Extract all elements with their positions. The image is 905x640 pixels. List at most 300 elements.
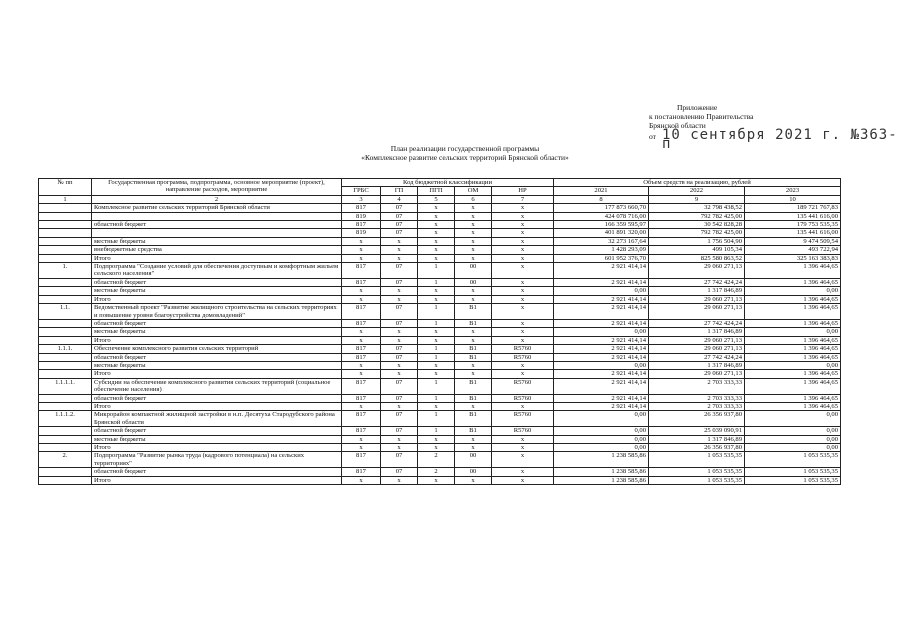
cell-nr: х — [492, 229, 554, 237]
cell-om: В1 — [455, 353, 492, 361]
cell-2021: 0,00 — [554, 435, 649, 443]
cell-2021: 2 921 414,14 — [554, 304, 649, 320]
cell-gp: 07 — [381, 229, 418, 237]
row-name: областной бюджет — [92, 394, 342, 402]
table-row — [39, 361, 841, 369]
cell-gp: 07 — [381, 394, 418, 402]
cell-2022: 2 703 333,33 — [649, 378, 745, 394]
cell-2023: 0,00 — [745, 427, 841, 435]
header-grbs: ГРБС — [342, 187, 381, 195]
cell-pgp: х — [418, 336, 455, 344]
cell-2021: 166 359 595,97 — [554, 221, 649, 229]
table-row — [39, 278, 841, 286]
cell-pgp: 1 — [418, 427, 455, 435]
cell-2021: 2 921 414,14 — [554, 345, 649, 353]
cell-2022: 26 356 937,80 — [649, 411, 745, 427]
cell-2022: 29 060 271,13 — [649, 370, 745, 378]
cell-2022: 1 756 504,90 — [649, 237, 745, 245]
cell-nr: R5760 — [492, 394, 554, 402]
cell-nr: х — [492, 468, 554, 476]
row-number — [39, 295, 92, 303]
colnum-8: 8 — [554, 195, 649, 203]
cell-grbs: 819 — [342, 229, 381, 237]
cell-nr: х — [492, 476, 554, 484]
row-name — [92, 212, 342, 220]
cell-2021: 0,00 — [554, 328, 649, 336]
cell-2021: 0,00 — [554, 444, 649, 452]
cell-2021: 0,00 — [554, 427, 649, 435]
row-number — [39, 444, 92, 452]
plan-table — [38, 178, 841, 485]
cell-2021: 0,00 — [554, 287, 649, 295]
cell-grbs: х — [342, 336, 381, 344]
row-name: местные бюджеты — [92, 435, 342, 443]
header-name: Государственная программа, подпрограмма, основное мероприятие (проект), направление расходов, мероприятие — [92, 179, 342, 196]
table-row — [39, 304, 841, 320]
table-row — [39, 328, 841, 336]
cell-pgp: 2 — [418, 468, 455, 476]
cell-om: х — [455, 444, 492, 452]
table-row — [39, 394, 841, 402]
cell-gp: 07 — [381, 378, 418, 394]
cell-2022: 29 060 271,13 — [649, 304, 745, 320]
colnum-5: 5 — [418, 195, 455, 203]
cell-2021: 401 891 320,00 — [554, 229, 649, 237]
cell-pgp: х — [418, 237, 455, 245]
cell-om: х — [455, 229, 492, 237]
row-number — [39, 328, 92, 336]
table-row — [39, 444, 841, 452]
cell-pgp: х — [418, 212, 455, 220]
row-name: местные бюджеты — [92, 361, 342, 369]
cell-nr: х — [492, 435, 554, 443]
cell-2023: 1 396 464,65 — [745, 402, 841, 410]
annex-region: Брянской области — [649, 120, 706, 130]
cell-2023: 1 053 535,35 — [745, 468, 841, 476]
cell-nr: х — [492, 212, 554, 220]
cell-nr: х — [492, 246, 554, 254]
cell-gp: 07 — [381, 427, 418, 435]
row-number — [39, 468, 92, 476]
cell-pgp: 1 — [418, 353, 455, 361]
cell-pgp: х — [418, 476, 455, 484]
cell-om: В1 — [455, 411, 492, 427]
plan-table-body — [39, 179, 841, 485]
cell-nr: R5760 — [492, 345, 554, 353]
cell-om: 00 — [455, 468, 492, 476]
cell-2022: 1 317 846,89 — [649, 435, 745, 443]
cell-nr: х — [492, 304, 554, 320]
row-number — [39, 361, 92, 369]
cell-2023: 1 396 464,65 — [745, 295, 841, 303]
cell-nr: х — [492, 319, 554, 327]
table-row — [39, 246, 841, 254]
row-number: 1.1.1.2. — [39, 411, 92, 427]
cell-2023: 1 396 464,65 — [745, 336, 841, 344]
cell-2021: 2 921 414,14 — [554, 336, 649, 344]
row-name: Итого — [92, 336, 342, 344]
cell-gp: х — [381, 435, 418, 443]
cell-2023: 1 396 464,65 — [745, 304, 841, 320]
row-name: областной бюджет — [92, 353, 342, 361]
cell-nr: R5760 — [492, 427, 554, 435]
colnum-7: 7 — [492, 195, 554, 203]
header-volume: Объем средств на реализацию, рублей — [554, 179, 841, 187]
table-row — [39, 336, 841, 344]
cell-nr: х — [492, 237, 554, 245]
cell-grbs: 817 — [342, 221, 381, 229]
cell-nr: х — [492, 402, 554, 410]
row-name: областной бюджет — [92, 427, 342, 435]
table-row — [39, 452, 841, 468]
cell-2021: 2 921 414,14 — [554, 394, 649, 402]
cell-grbs: х — [342, 295, 381, 303]
header-gp: ГП — [381, 187, 418, 195]
table-row — [39, 435, 841, 443]
cell-2021: 1 238 585,86 — [554, 452, 649, 468]
cell-om: В1 — [455, 378, 492, 394]
cell-2022: 1 053 535,35 — [649, 476, 745, 484]
cell-om: В1 — [455, 304, 492, 320]
cell-nr: х — [492, 295, 554, 303]
table-row — [39, 378, 841, 394]
row-name: местные бюджеты — [92, 328, 342, 336]
cell-pgp: х — [418, 221, 455, 229]
row-name: Итого — [92, 370, 342, 378]
cell-gp: х — [381, 237, 418, 245]
row-name — [92, 229, 342, 237]
cell-om: х — [455, 328, 492, 336]
cell-nr: х — [492, 444, 554, 452]
row-name: Итого — [92, 402, 342, 410]
row-name: внебюджетные средства — [92, 246, 342, 254]
cell-grbs: х — [342, 370, 381, 378]
cell-grbs: 817 — [342, 204, 381, 212]
cell-om: х — [455, 476, 492, 484]
cell-grbs: х — [342, 402, 381, 410]
row-name: Комплексное развитие сельских территорий Брянской области — [92, 204, 342, 212]
row-number: 1.1.1.1. — [39, 378, 92, 394]
row-number — [39, 353, 92, 361]
cell-gp: 07 — [381, 319, 418, 327]
cell-om: х — [455, 254, 492, 262]
cell-pgp: 2 — [418, 452, 455, 468]
row-name: Обеспечение комплексного развития сельских территорий — [92, 345, 342, 353]
row-name: местные бюджеты — [92, 237, 342, 245]
cell-pgp: х — [418, 435, 455, 443]
cell-om: В1 — [455, 319, 492, 327]
cell-grbs: 817 — [342, 452, 381, 468]
cell-grbs: 817 — [342, 468, 381, 476]
cell-pgp: 1 — [418, 319, 455, 327]
cell-nr: R5760 — [492, 411, 554, 427]
cell-gp: х — [381, 246, 418, 254]
row-number — [39, 370, 92, 378]
cell-2023: 325 163 383,83 — [745, 254, 841, 262]
cell-gp: х — [381, 254, 418, 262]
cell-grbs: х — [342, 237, 381, 245]
row-name: Итого — [92, 254, 342, 262]
cell-pgp: 1 — [418, 263, 455, 279]
cell-gp: х — [381, 370, 418, 378]
row-name: областной бюджет — [92, 221, 342, 229]
cell-om: В1 — [455, 345, 492, 353]
cell-2023: 1 396 464,65 — [745, 378, 841, 394]
row-number — [39, 246, 92, 254]
table-row — [39, 402, 841, 410]
column-number-row — [39, 195, 841, 203]
row-number — [39, 394, 92, 402]
cell-grbs: 817 — [342, 411, 381, 427]
header-2022: 2022 — [649, 187, 745, 195]
cell-2023: 0,00 — [745, 287, 841, 295]
cell-pgp: х — [418, 402, 455, 410]
title-line-1: План реализации государственной программы — [390, 144, 540, 153]
cell-nr: х — [492, 221, 554, 229]
cell-om: х — [455, 221, 492, 229]
row-number: 1.1.1. — [39, 345, 92, 353]
cell-2023: 1 396 464,65 — [745, 370, 841, 378]
cell-grbs: 817 — [342, 278, 381, 286]
cell-pgp: х — [418, 246, 455, 254]
header-row-1 — [39, 179, 841, 187]
cell-2022: 1 053 535,35 — [649, 452, 745, 468]
table-row — [39, 370, 841, 378]
row-number — [39, 476, 92, 484]
cell-nr: х — [492, 361, 554, 369]
cell-gp: 07 — [381, 263, 418, 279]
row-name: Микрорайон компактной жилищной застройки в н.п. Десятуха Стародубского района Брянской области — [92, 411, 342, 427]
cell-gp: 07 — [381, 452, 418, 468]
cell-2022: 30 542 828,28 — [649, 221, 745, 229]
table-row — [39, 212, 841, 220]
table-row — [39, 353, 841, 361]
row-number — [39, 204, 92, 212]
cell-grbs: 817 — [342, 427, 381, 435]
cell-gp: х — [381, 444, 418, 452]
cell-grbs: х — [342, 254, 381, 262]
cell-2023: 1 053 535,35 — [745, 476, 841, 484]
cell-pgp: х — [418, 370, 455, 378]
cell-2021: 0,00 — [554, 411, 649, 427]
cell-pgp: 1 — [418, 304, 455, 320]
row-number — [39, 402, 92, 410]
row-name: Субсидии на обеспечение комплексного развития сельских территорий (социальное обеспечение населения) — [92, 378, 342, 394]
cell-2023: 0,00 — [745, 328, 841, 336]
row-name: Итого — [92, 295, 342, 303]
cell-gp: х — [381, 287, 418, 295]
cell-2021: 1 428 293,09 — [554, 246, 649, 254]
cell-2021: 177 873 660,70 — [554, 204, 649, 212]
table-row — [39, 229, 841, 237]
row-name: местные бюджеты — [92, 287, 342, 295]
cell-pgp: 1 — [418, 345, 455, 353]
row-number — [39, 319, 92, 327]
table-row — [39, 263, 841, 279]
cell-gp: х — [381, 476, 418, 484]
cell-grbs: 817 — [342, 378, 381, 394]
cell-2022: 29 060 271,13 — [649, 336, 745, 344]
cell-2022: 1 317 846,89 — [649, 328, 745, 336]
cell-2021: 0,00 — [554, 361, 649, 369]
colnum-1: 1 — [39, 195, 92, 203]
cell-nr: х — [492, 328, 554, 336]
cell-2022: 499 105,34 — [649, 246, 745, 254]
row-name: Итого — [92, 444, 342, 452]
cell-gp: х — [381, 402, 418, 410]
cell-pgp: х — [418, 361, 455, 369]
cell-2022: 1 053 535,35 — [649, 468, 745, 476]
annex-date-line — [649, 127, 905, 153]
cell-2021: 2 921 414,14 — [554, 378, 649, 394]
cell-pgp: 1 — [418, 411, 455, 427]
cell-grbs: 817 — [342, 304, 381, 320]
cell-om: х — [455, 402, 492, 410]
cell-om: х — [455, 287, 492, 295]
cell-gp: х — [381, 328, 418, 336]
cell-2023: 0,00 — [745, 361, 841, 369]
cell-gp: х — [381, 295, 418, 303]
cell-nr: х — [492, 287, 554, 295]
colnum-2: 2 — [92, 195, 342, 203]
cell-2022: 25 039 090,91 — [649, 427, 745, 435]
header-nr: НР — [492, 187, 554, 195]
cell-nr: х — [492, 370, 554, 378]
cell-2023: 1 053 535,35 — [745, 452, 841, 468]
colnum-4: 4 — [381, 195, 418, 203]
cell-gp: 07 — [381, 204, 418, 212]
cell-2021: 2 921 414,14 — [554, 278, 649, 286]
row-number: 1.1. — [39, 304, 92, 320]
cell-2023: 1 396 464,65 — [745, 319, 841, 327]
cell-2022: 26 356 937,80 — [649, 444, 745, 452]
cell-grbs: х — [342, 328, 381, 336]
cell-pgp: х — [418, 254, 455, 262]
colnum-6: 6 — [455, 195, 492, 203]
cell-om: х — [455, 336, 492, 344]
cell-2022: 27 742 424,24 — [649, 278, 745, 286]
cell-2023: 0,00 — [745, 444, 841, 452]
cell-2021: 1 238 585,86 — [554, 468, 649, 476]
cell-grbs: 817 — [342, 353, 381, 361]
cell-nr: R5760 — [492, 353, 554, 361]
cell-grbs: х — [342, 246, 381, 254]
cell-nr: х — [492, 278, 554, 286]
cell-nr: х — [492, 254, 554, 262]
cell-grbs: х — [342, 287, 381, 295]
cell-om: х — [455, 212, 492, 220]
title-line-2: «Комплексное развитие сельских территорий Брянской области» — [361, 152, 569, 162]
cell-2021: 424 078 716,00 — [554, 212, 649, 220]
row-number — [39, 427, 92, 435]
cell-grbs: 819 — [342, 212, 381, 220]
cell-2021: 2 921 414,14 — [554, 295, 649, 303]
cell-om: х — [455, 295, 492, 303]
table-row — [39, 295, 841, 303]
cell-gp: 07 — [381, 353, 418, 361]
row-name: областной бюджет — [92, 319, 342, 327]
table-row — [39, 319, 841, 327]
cell-gp: х — [381, 336, 418, 344]
cell-2023: 179 753 535,35 — [745, 221, 841, 229]
colnum-10: 10 — [745, 195, 841, 203]
row-name: Подпрограмма "Создание условий для обеспечения доступным и комфортным жильем сельского населения" — [92, 263, 342, 279]
cell-om: В1 — [455, 394, 492, 402]
cell-pgp: х — [418, 328, 455, 336]
cell-2022: 27 742 424,24 — [649, 319, 745, 327]
cell-2022: 2 703 333,33 — [649, 394, 745, 402]
header-pgp: ПГП — [418, 187, 455, 195]
annex-block — [649, 103, 905, 153]
table-row — [39, 427, 841, 435]
cell-pgp: х — [418, 229, 455, 237]
table-row — [39, 411, 841, 427]
cell-nr: х — [492, 204, 554, 212]
cell-2022: 32 798 438,52 — [649, 204, 745, 212]
cell-nr: х — [492, 263, 554, 279]
cell-grbs: х — [342, 435, 381, 443]
cell-nr: х — [492, 452, 554, 468]
cell-gp: 07 — [381, 278, 418, 286]
cell-2023: 1 396 464,65 — [745, 394, 841, 402]
cell-grbs: 817 — [342, 394, 381, 402]
row-number — [39, 336, 92, 344]
cell-2022: 27 742 424,24 — [649, 353, 745, 361]
annex-title: Приложение — [677, 103, 718, 112]
cell-2023: 1 396 464,65 — [745, 278, 841, 286]
cell-2023: 9 474 509,54 — [745, 237, 841, 245]
cell-2023: 1 396 464,65 — [745, 353, 841, 361]
cell-2022: 792 782 425,00 — [649, 212, 745, 220]
row-name: областной бюджет — [92, 468, 342, 476]
cell-gp: 07 — [381, 304, 418, 320]
cell-2023: 1 396 464,65 — [745, 345, 841, 353]
table-row — [39, 345, 841, 353]
cell-2023: 1 396 464,65 — [745, 263, 841, 279]
cell-2023: 135 441 616,00 — [745, 212, 841, 220]
cell-om: 00 — [455, 263, 492, 279]
colnum-9: 9 — [649, 195, 745, 203]
cell-om: В1 — [455, 427, 492, 435]
annex-ot: от — [649, 132, 656, 142]
cell-2022: 792 782 425,00 — [649, 229, 745, 237]
annex-resolution: к постановлению Правительства — [649, 111, 754, 121]
table-row — [39, 221, 841, 229]
cell-2023: 135 441 616,00 — [745, 229, 841, 237]
cell-om: х — [455, 246, 492, 254]
cell-2023: 189 721 767,83 — [745, 204, 841, 212]
cell-pgp: х — [418, 204, 455, 212]
cell-nr: R5760 — [492, 378, 554, 394]
cell-grbs: 817 — [342, 263, 381, 279]
header-kbk: Код бюджетной классификации — [342, 179, 554, 187]
table-row — [39, 254, 841, 262]
cell-2021: 601 952 376,70 — [554, 254, 649, 262]
cell-pgp: 1 — [418, 394, 455, 402]
cell-pgp: х — [418, 295, 455, 303]
cell-2022: 2 703 333,33 — [649, 402, 745, 410]
cell-2022: 1 317 846,89 — [649, 287, 745, 295]
cell-2022: 29 060 271,13 — [649, 345, 745, 353]
cell-grbs: х — [342, 361, 381, 369]
cell-om: х — [455, 435, 492, 443]
cell-pgp: 1 — [418, 278, 455, 286]
row-name: Итого — [92, 476, 342, 484]
cell-pgp: 1 — [418, 378, 455, 394]
row-number — [39, 287, 92, 295]
table-row — [39, 287, 841, 295]
table-row — [39, 468, 841, 476]
